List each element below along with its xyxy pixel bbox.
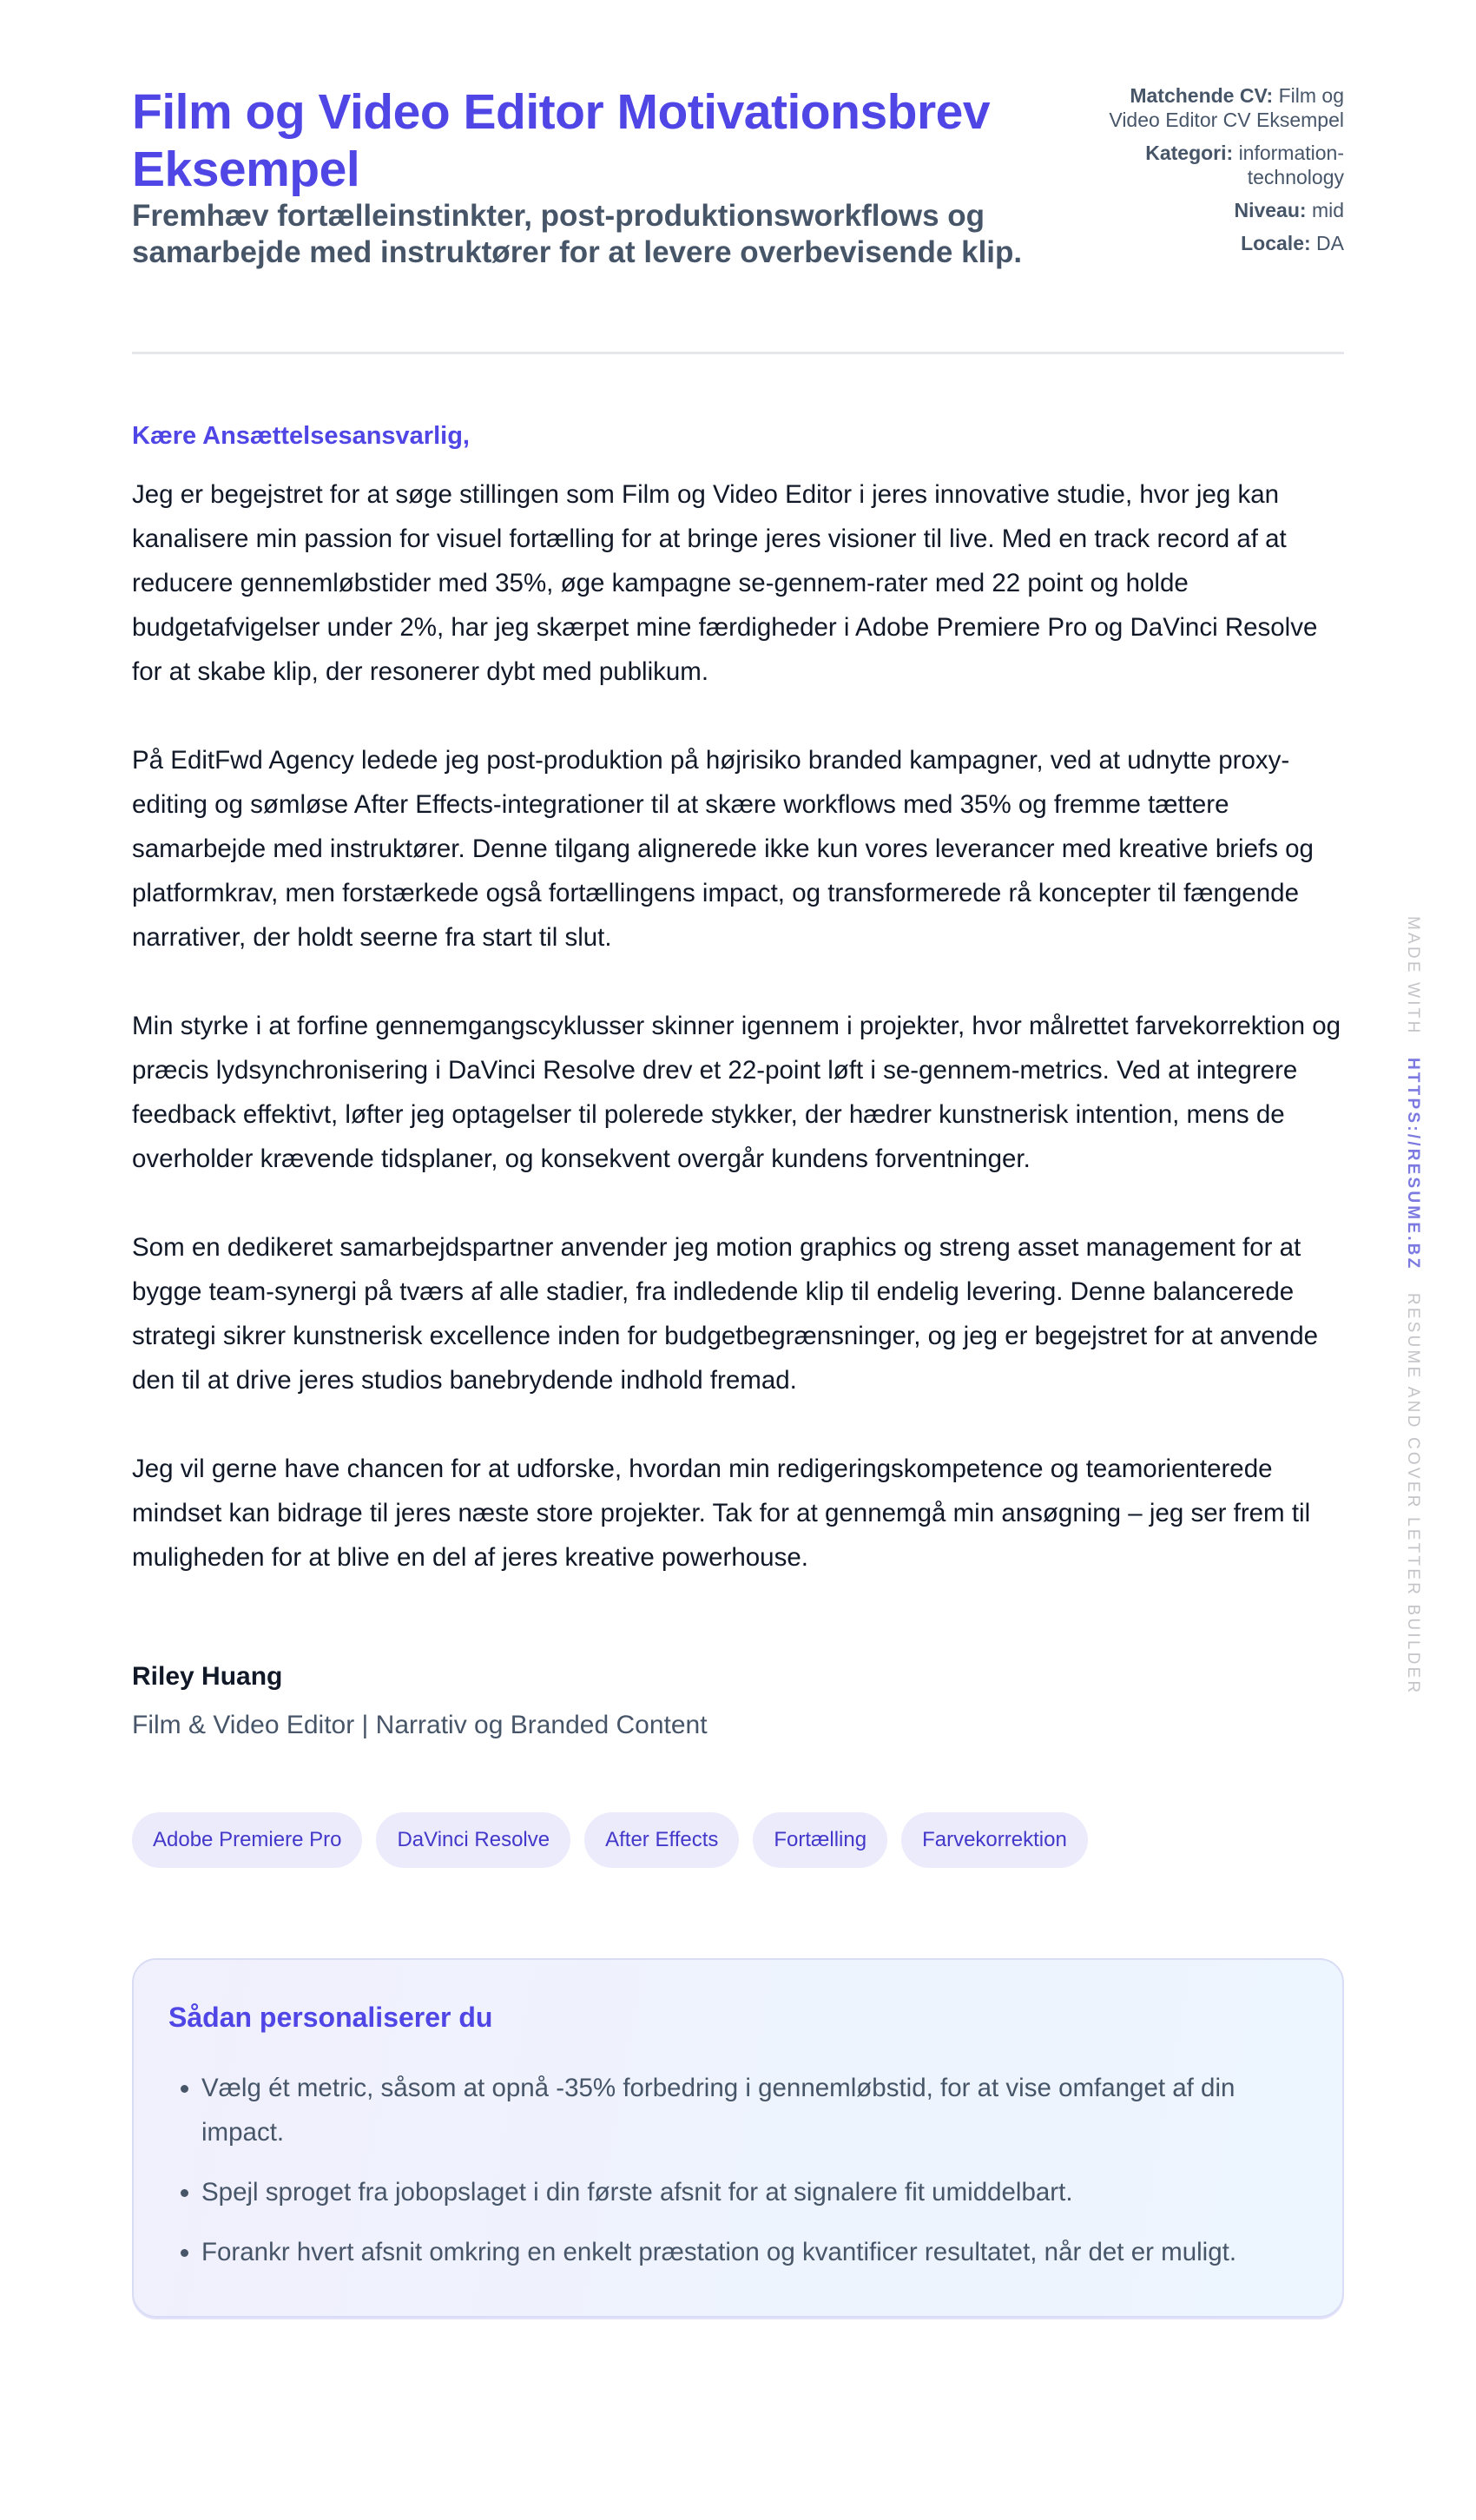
- meta-panel: [1092, 83, 1344, 264]
- skill-tag-after-effects: After Effects: [584, 1812, 739, 1868]
- letter-paragraph: På EditFwd Agency ledede jeg post-produktion på højrisiko branded kampagner, ved at udnytte proxy-editing og sømløse After Effects-integrationer til at skære workflows med 35% og fremme tættere samarbejde med instruktører. Denne tilgang alignerede ikke kun vores leverancer med kreative briefs og platformkrav, men forstærkede også fortællingens impact, og transformerede rå koncepter til fængende narrativer, der holdt seerne fra start til slut.: [132, 746, 1314, 952]
- meta-level: [1092, 198, 1344, 222]
- watermark-prefix: MADE WITH: [1404, 916, 1422, 1036]
- meta-category-label: Kategori:: [1145, 142, 1234, 164]
- meta-level-value: mid: [1311, 199, 1344, 221]
- cover-letter-page: [132, 0, 1344, 2318]
- skill-tags: [132, 1812, 1344, 1868]
- meta-matching-cv-label: Matchende CV:: [1130, 84, 1274, 107]
- watermark-link[interactable]: HTTPS://RESUME.BZ: [1404, 1057, 1422, 1271]
- page-subtitle: Fremhæv fortælleinstinkter, post-produktionsworkflows og samarbejde med instruktører for at levere overbevisende klip.: [132, 199, 1023, 269]
- skill-tag-fortaelling: Fortælling: [753, 1812, 887, 1868]
- meta-matching-cv: [1092, 83, 1344, 132]
- meta-locale: [1092, 231, 1344, 255]
- page-title: Film og Video Editor Motivationsbrev Eksempel: [132, 84, 991, 197]
- meta-level-label: Niveau:: [1234, 199, 1307, 221]
- tips-list: [168, 2066, 1308, 2274]
- meta-locale-value: DA: [1316, 232, 1344, 254]
- skill-tag-farvekorrektion: Farvekorrektion: [901, 1812, 1088, 1868]
- letter-paragraph: Som en dedikeret samarbejdspartner anvender jeg motion graphics og streng asset management for at bygge team-synergi på tværs af alle stadier, fra indledende klip til endelig levering. Denne balancerede strategi sikrer kunstnerisk excellence inden for budgetbegrænsninger, og jeg er begejstret for at anvende den til at drive jeres studios banebrydende indhold fremad.: [132, 1233, 1319, 1395]
- skill-tag-adobe-premiere-pro: Adobe Premiere Pro: [132, 1812, 362, 1868]
- personalization-tips-box: [132, 1958, 1344, 2318]
- page-header: [132, 0, 1344, 354]
- meta-category-value: information-technology: [1238, 142, 1344, 188]
- signature-name: Riley Huang: [132, 1662, 283, 1691]
- letter-paragraph: Min styrke i at forfine gennemgangscyklusser skinner igennem i projekter, hvor målrettet farvekorrektion og præcis lydsynchronisering i DaVinci Resolve drev et 22-point løft i se-gennem-metrics. Ved at integrere feedback effektivt, løfter jeg optagelser til polerede stykker, der hædrer kunstnerisk intention, mens de overholder krævende tidsplaner, og konsekvent overgår kundens forventninger.: [132, 1012, 1341, 1173]
- tips-list-item: • Forankr hvert afsnit omkring en enkelt præstation og kvantificer resultatet, når det er muligt.: [201, 2230, 1308, 2274]
- letter-paragraph: Jeg vil gerne have chancen for at udforske, hvordan min redigeringskompetence og teamorienterede mindset kan bidrage til jeres næste store projekter. Tak for at gennemgå min ansøgning – jeg ser frem til muligheden for at blive en del af jeres kreative powerhouse.: [132, 1455, 1311, 1572]
- signature-title: Film & Video Editor | Narrativ og Branded Content: [132, 1711, 708, 1739]
- meta-matching-cv-value: Film og Video Editor CV Eksempel: [1109, 84, 1344, 131]
- meta-locale-label: Locale:: [1241, 232, 1311, 254]
- letter-greeting: Kære Ansættelsesansvarlig,: [132, 422, 470, 450]
- skill-tag-davinci-resolve: DaVinci Resolve: [376, 1812, 570, 1868]
- tips-list-item: • Spejl sproget fra jobopslaget i din første afsnit for at signalere fit umiddelbart.: [201, 2170, 1308, 2214]
- signature-block: [132, 1659, 1344, 1743]
- watermark-suffix: RESUME AND COVER LETTER BUILDER: [1404, 1292, 1422, 1696]
- watermark-text: [1402, 916, 1423, 1695]
- tips-list-item: • Vælg ét metric, såsom at opnå -35% forbedring i gennemløbstid, for at vise omfanget af din impact.: [201, 2066, 1308, 2154]
- letter-body: [132, 472, 1344, 1580]
- tips-title: Sådan personaliserer du: [168, 2002, 493, 2033]
- letter-paragraph: Jeg er begejstret for at søge stillingen som Film og Video Editor i jeres innovative studie, hvor jeg kan kanalisere min passion for visuel fortælling for at bringe jeres visioner til live. Med en track record af at reducere gennemløbstider med 35%, øge kampagne se-gennem-rater med 22 point og holde budgetafvigelser under 2%, har jeg skærpet mine færdigheder i Adobe Premiere Pro og DaVinci Resolve for at skabe klip, der resonerer dybt med publikum.: [132, 480, 1318, 686]
- meta-category: [1092, 141, 1344, 189]
